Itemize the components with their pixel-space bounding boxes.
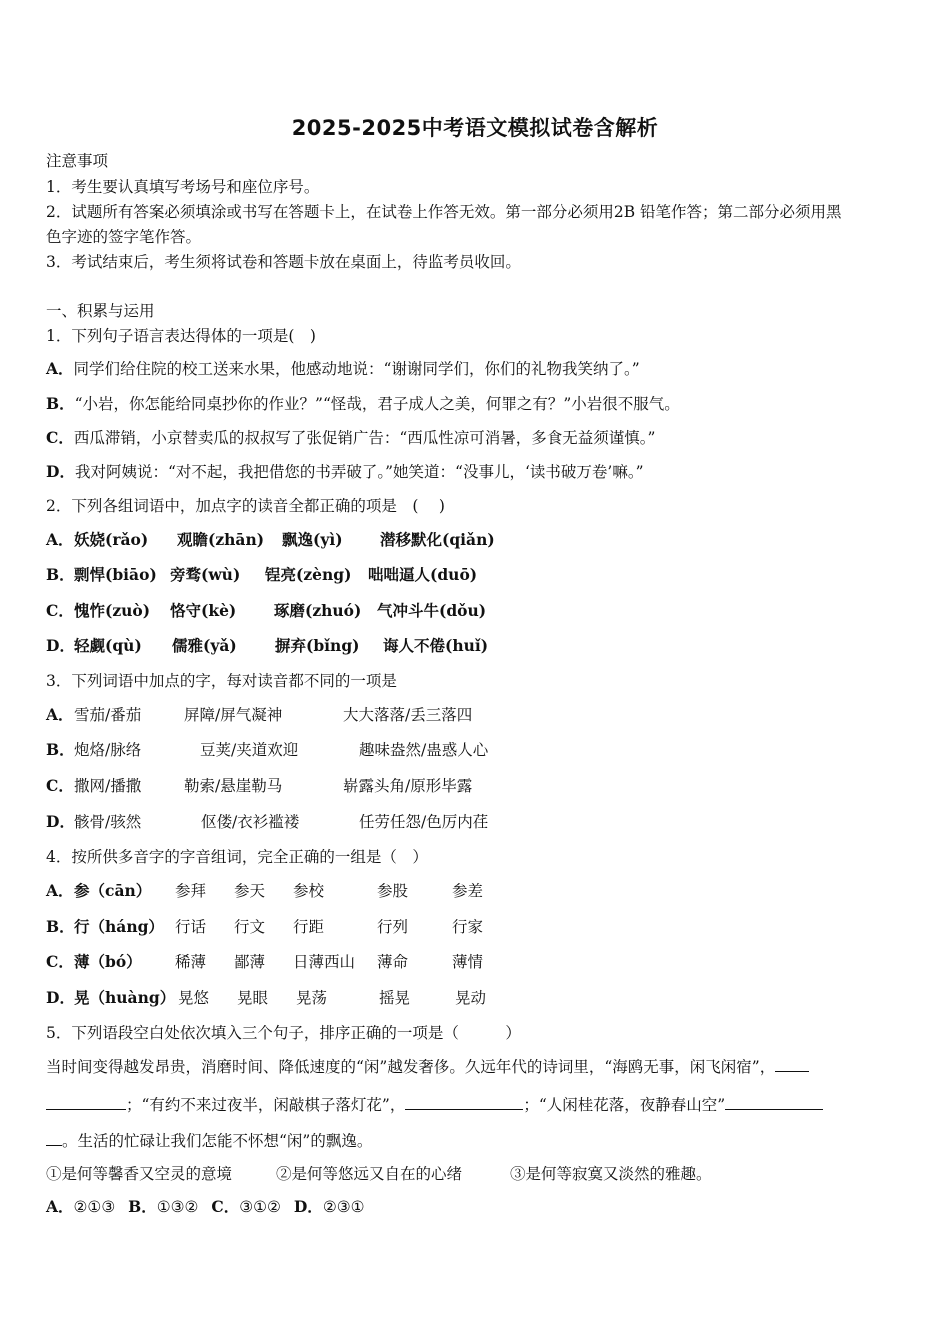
q4-row-a-label: A． [46, 881, 74, 900]
q3-stem: 3．下列词语中加点的字，每对读音都不同的一项是 [46, 672, 397, 690]
option-label: B． [46, 394, 75, 413]
q2-cell: 轻觑(qù) [74, 636, 142, 655]
q3-row-d-label: D． [46, 812, 75, 831]
q5-para-text: ；“人闲桂花落，夜静春山空” [523, 1096, 726, 1114]
q4-head: 参（cān） [74, 881, 152, 900]
q3-row-c-label: C． [46, 776, 74, 795]
q2-cell: 妖娆(rǎo) [74, 530, 149, 549]
option-label: A． [46, 359, 74, 378]
q4-cell: 行话 [175, 918, 207, 936]
q1-stem: 1．下列句子语言表达得体的一项是( ) [46, 327, 316, 345]
option-text: 我对阿姨说：“对不起，我把借您的书弄破了。”她笑道：“没事儿，‘读书破万卷’嘛。” [74, 463, 644, 481]
q4-cell: 参拜 [175, 882, 207, 900]
answer-blank-3[interactable] [725, 1095, 823, 1110]
q4-cell: 晃悠 [178, 989, 210, 1007]
q1-option-c [46, 428, 655, 448]
q4-cell: 晃动 [455, 989, 487, 1007]
q4-cell: 参校 [293, 882, 325, 900]
q4-row-b-label: B． [46, 917, 75, 936]
answer-blank-2[interactable] [405, 1095, 523, 1110]
notice-item-3: 3．考试结束后，考生须将试卷和答题卡放在桌面上，待监考员收回。 [46, 253, 521, 271]
q4-cell: 参差 [452, 882, 484, 900]
q2-cell: 咄咄逼人(duō) [368, 565, 478, 584]
q3-cell: 勒索/悬崖勒马 [184, 777, 283, 795]
q3-cell: 炮烙/脉络 [74, 741, 142, 759]
section-heading: 一、积累与运用 [46, 302, 155, 320]
q4-head: 晃（huàng） [74, 988, 176, 1007]
notice-item-1: 1．考生要认真填写考场号和座位序号。 [46, 178, 320, 196]
q4-cell: 行家 [452, 918, 484, 936]
answer-text: ③①② [239, 1198, 281, 1216]
q4-cell: 晃荡 [296, 989, 328, 1007]
page-title: 2025-2025中考语文模拟试卷含解析 [291, 116, 659, 140]
q2-stem: 2．下列各组词语中，加点字的读音全都正确的项是 ( ) [46, 497, 445, 515]
answer-label: D． [293, 1197, 323, 1216]
q3-cell: 豆荚/夹道欢迎 [200, 741, 299, 759]
q5-paragraph-line-2 [46, 1095, 823, 1115]
q4-cell: 参股 [377, 882, 409, 900]
q2-row-c-label: C． [46, 601, 74, 620]
q2-cell: 诲人不倦(huǐ) [383, 636, 489, 655]
q2-cell: 恪守(kè) [170, 601, 237, 620]
q4-stem: 4．按所供多音字的字音组词，完全正确的一组是（ ） [46, 848, 428, 866]
q3-cell: 崭露头角/原形毕露 [343, 777, 473, 795]
answer-blank-1[interactable] [775, 1057, 809, 1072]
q3-cell: 伛偻/衣衫褴褛 [201, 813, 300, 831]
q2-cell: 气冲斗牛(dǒu) [377, 601, 487, 620]
q3-cell: 撒网/播撒 [74, 777, 142, 795]
q4-row-d-label: D． [46, 988, 75, 1007]
q5-para-text: 。生活的忙碌让我们怎能不怀想“闲”的飘逸。 [62, 1132, 373, 1150]
q4-cell: 稀薄 [175, 953, 207, 971]
option-text: 同学们给住院的校工送来水果，他感动地说：“谢谢同学们，你们的礼物我笑纳了。” [73, 360, 640, 378]
q5-paragraph-line-1 [46, 1057, 809, 1077]
answer-text: ①③② [156, 1198, 199, 1216]
option-label: C． [46, 428, 74, 447]
q2-cell: 锃亮(zèng) [265, 565, 352, 584]
q4-row-c-label: C． [46, 952, 74, 971]
q2-cell: 剽悍(biāo) [74, 565, 157, 584]
q4-cell: 摇晃 [379, 989, 411, 1007]
answer-blank-1-cont[interactable] [46, 1095, 126, 1110]
q2-cell: 观瞻(zhān) [177, 530, 265, 549]
answer-blank-3-cont[interactable] [46, 1131, 62, 1146]
q5-choice-3: ③是何等寂寞又淡然的雅趣。 [510, 1165, 712, 1183]
q2-row-d-label: D． [46, 636, 75, 655]
answer-label: A． [46, 1197, 74, 1216]
q5-choice-2: ②是何等悠远又自在的心绪 [276, 1165, 463, 1183]
q3-cell: 任劳任怨/色厉内荏 [359, 813, 489, 831]
q5-para-text: 当时间变得越发昂贵，消磨时间、降低速度的“闲”越发奢侈。久远年代的诗词里，“海鸥无事，闲飞闲宿”， [46, 1058, 776, 1076]
q4-cell: 鄙薄 [234, 953, 266, 971]
q2-row-b-label: B． [46, 565, 75, 584]
q5-choice-1: ①是何等馨香又空灵的意境 [46, 1165, 233, 1183]
option-text: 西瓜滞销，小京替卖瓜的叔叔写了张促销广告：“西瓜性凉可消暑，多食无益须谨慎。” [73, 429, 656, 447]
q2-cell: 旁骛(wù) [170, 565, 241, 584]
q2-cell: 潜移默化(qiǎn) [380, 530, 495, 549]
q4-head: 行（háng） [74, 917, 164, 936]
q5-paragraph-line-3 [46, 1131, 372, 1151]
q1-option-a [46, 359, 640, 379]
q4-cell: 晃眼 [237, 989, 269, 1007]
q4-cell: 日薄西山 [293, 953, 356, 971]
q4-cell: 参天 [234, 882, 266, 900]
q5-answers [46, 1197, 365, 1217]
q1-option-b [46, 394, 680, 414]
q3-cell: 骸骨/骇然 [74, 813, 142, 831]
q4-cell: 薄情 [452, 953, 484, 971]
answer-text: ②①③ [73, 1198, 116, 1216]
q2-cell: 儒雅(yǎ) [172, 636, 237, 655]
answer-label: B． [128, 1197, 157, 1216]
q2-row-a-label: A． [46, 530, 74, 549]
option-text: “小岩，你怎能给同桌抄你的作业？”“怪哉，君子成人之美，何罪之有？”小岩很不服气。 [74, 395, 680, 413]
q3-row-a-label: A． [46, 705, 74, 724]
answer-label: C． [211, 1197, 240, 1216]
notice-item-2-cont: 色字迹的签字笔作答。 [46, 228, 202, 246]
q2-cell: 琢磨(zhuó) [274, 601, 362, 620]
q5-para-text: ；“有约不来过夜半，闲敲棋子落灯花”， [126, 1096, 406, 1114]
q4-cell: 薄命 [377, 953, 409, 971]
q4-cell: 行列 [377, 918, 409, 936]
q4-cell: 行距 [293, 918, 325, 936]
q2-cell: 飘逸(yì) [282, 530, 343, 549]
q4-cell: 行文 [234, 918, 266, 936]
q1-option-d [46, 462, 644, 482]
notice-item-2: 2．试题所有答案必须填涂或书写在答题卡上，在试卷上作答无效。第一部分必须用2B 铅笔作答；第二部分必须用黑 [46, 203, 842, 221]
q3-cell: 屏障/屏气凝神 [184, 706, 283, 724]
notice-heading: 注意事项 [46, 152, 109, 170]
q3-cell: 雪茄/番茄 [74, 706, 142, 724]
q2-cell: 愧怍(zuò) [74, 601, 151, 620]
q2-cell: 摒弃(bǐng) [275, 636, 360, 655]
q3-cell: 大大落落/丢三落四 [343, 706, 473, 724]
q5-stem: 5．下列语段空白处依次填入三个句子，排序正确的一项是（ ） [46, 1024, 521, 1042]
option-label: D． [46, 462, 75, 481]
q3-row-b-label: B． [46, 740, 75, 759]
q3-cell: 趣味盎然/蛊惑人心 [359, 741, 489, 759]
answer-text: ②③① [322, 1198, 365, 1216]
q4-head: 薄（bó） [74, 952, 142, 971]
